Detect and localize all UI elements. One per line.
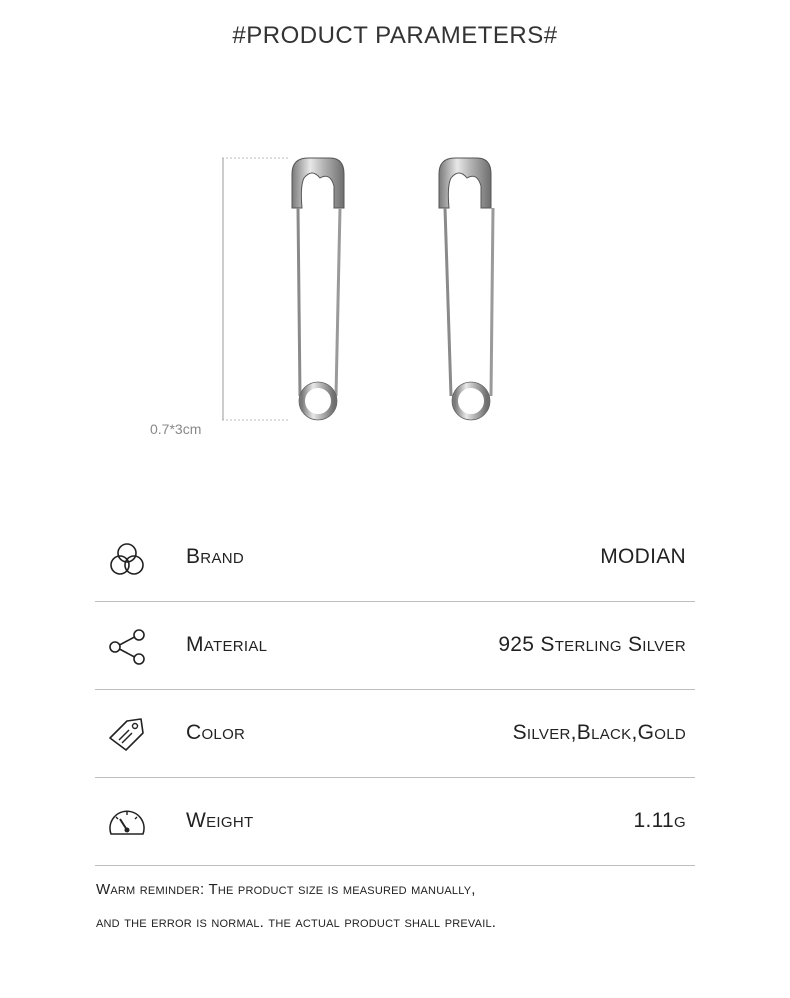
param-row-material bbox=[95, 602, 695, 690]
circles-icon bbox=[107, 540, 147, 578]
share-icon bbox=[107, 628, 147, 666]
size-label: 0.7*3cm bbox=[150, 421, 202, 437]
product-image bbox=[0, 140, 790, 460]
gauge-icon bbox=[107, 804, 147, 842]
param-value: Silver,Black,Gold bbox=[512, 721, 686, 744]
right-earring bbox=[439, 158, 493, 420]
reminder-line-1: Warm reminder: The product size is measured manually, bbox=[96, 881, 476, 898]
reminder-line-2: and the error is normal. the actual product shall prevail. bbox=[96, 914, 497, 931]
param-row-weight bbox=[95, 778, 695, 866]
param-row-color bbox=[95, 690, 695, 778]
param-value: 1.11g bbox=[633, 809, 686, 832]
left-earring bbox=[292, 158, 344, 420]
param-key: Material bbox=[186, 633, 268, 656]
param-value: MODIAN bbox=[600, 545, 686, 568]
page-title: #PRODUCT PARAMETERS# bbox=[232, 22, 558, 49]
parameters-table bbox=[95, 514, 695, 866]
safety-pin-earrings-image bbox=[0, 140, 790, 460]
param-key: Color bbox=[186, 721, 246, 744]
param-key: Brand bbox=[186, 545, 245, 568]
param-row-brand bbox=[95, 514, 695, 602]
param-value: 925 Sterling Silver bbox=[498, 633, 686, 656]
param-key: Weight bbox=[186, 809, 254, 832]
tag-icon bbox=[107, 716, 147, 754]
